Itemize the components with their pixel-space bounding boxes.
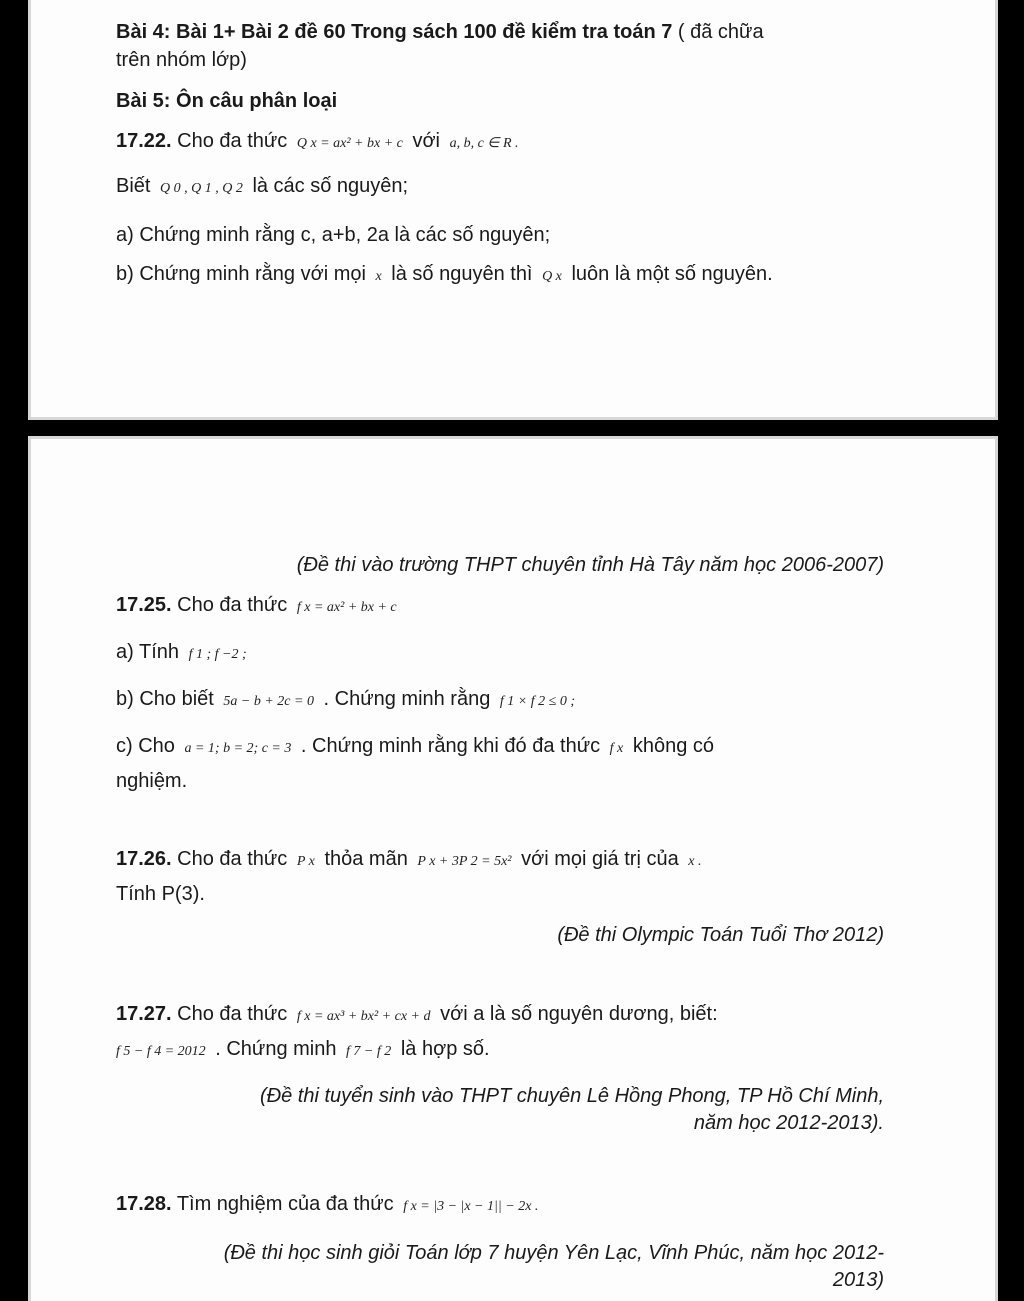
p1722-given-lead: Biết	[116, 175, 151, 197]
p1722-lead: Cho đa thức	[177, 130, 288, 152]
source-note-olympic: (Đề thi Olympic Toán Tuổi Thơ 2012)	[557, 924, 884, 946]
p1726-line2: Tính P(3).	[116, 883, 205, 905]
p1727-line2	[116, 1036, 490, 1065]
bai4-note: ( đã chữa	[672, 21, 764, 43]
p1722-b-lead: b) Chứng minh rằng với mọi	[116, 263, 366, 285]
p1722-b-x: x	[375, 269, 382, 284]
p1722-line1	[116, 128, 523, 157]
source-note-yenlac-1: (Đề thi học sinh giỏi Toán lớp 7 huyện Yên Lạc, Vĩnh Phúc, năm học 2012-	[223, 1242, 884, 1264]
p1722-b-q: Q x	[542, 269, 562, 284]
p1728-lead: Tìm nghiệm của đa thức	[176, 1193, 394, 1215]
p1725-expr: f x = ax² + bx + c	[296, 600, 397, 615]
p1725-a-lead: a) Tính	[116, 641, 179, 663]
p1722-expr: Q x = ax² + bx + c	[296, 136, 403, 151]
bai5-title: Bài 5: Ôn câu phân loại	[116, 90, 338, 112]
p1727-line1	[116, 1001, 718, 1030]
p1722-a: a) Chứng minh rằng c, a+b, 2a là các số nguyên;	[116, 224, 551, 246]
p1728-expr: f x = |3 − |x − 1|| − 2x .	[403, 1199, 539, 1214]
bai4-title: Bài 4: Bài 1+ Bài 2 đề 60 Trong sách 100 đề kiểm tra toán 7	[116, 21, 673, 43]
p1722-mid: với	[412, 130, 440, 152]
p1727-number: 17.27.	[116, 1003, 172, 1025]
p1725-c-tail: không có	[632, 735, 714, 757]
p1725-c-f: f x	[609, 741, 624, 756]
p1722-b	[116, 261, 773, 290]
p1725-b	[116, 686, 579, 715]
p1725-c-lead: c) Cho	[116, 735, 175, 757]
p1722-b-mid: là số nguyên thì	[391, 263, 533, 285]
source-note-lehongphong-1: (Đề thi tuyển sinh vào THPT chuyên Lê Hồng Phong, TP Hồ Chí Minh,	[259, 1085, 884, 1107]
bai4-line2: trên nhóm lớp)	[116, 49, 247, 71]
p1727-l2-expr2: f 7 − f 2	[346, 1044, 392, 1059]
p1728-line1	[116, 1191, 542, 1220]
p1725-c-expr: a = 1; b = 2; c = 3	[184, 741, 292, 756]
p1722-given-expr: Q 0 , Q 1 , Q 2	[160, 181, 243, 196]
p1727-lead: Cho đa thức	[177, 1003, 288, 1025]
p1726-expr: P x + 3P 2 = 5x²	[417, 854, 512, 869]
p1726-mid: thỏa mãn	[324, 848, 408, 870]
p1725-c	[116, 733, 714, 762]
p1726-number: 17.26.	[116, 848, 172, 870]
p1725-b-expr: 5a − b + 2c = 0	[223, 694, 314, 709]
p1722-cond: a, b, c ∈ R .	[449, 136, 519, 151]
source-note-lehongphong-2: năm học 2012-2013).	[693, 1112, 884, 1134]
p1727-expr: f x = ax³ + bx² + cx + d	[296, 1009, 431, 1024]
p1727-l2-expr: f 5 − f 4 = 2012	[116, 1044, 206, 1059]
p1725-c-line2: nghiệm.	[116, 770, 188, 792]
p1726-px: P x	[296, 854, 315, 869]
p1727-tail: với a là số nguyên dương, biết:	[440, 1003, 718, 1025]
p1727-l2-mid: . Chứng minh	[215, 1038, 337, 1060]
source-note-hatay: (Đề thi vào trường THPT chuyên tỉnh Hà Tây năm học 2006-2007)	[296, 554, 884, 576]
p1728-number: 17.28.	[116, 1193, 172, 1215]
p1725-a	[116, 639, 251, 668]
p1725-a-expr: f 1 ; f −2 ;	[188, 647, 247, 662]
p1726-x: x .	[688, 854, 702, 869]
p1725-b-mid: . Chứng minh rằng	[323, 688, 491, 710]
p1725-c-mid: . Chứng minh rằng khi đó đa thức	[300, 735, 601, 757]
p1725-line1	[116, 592, 401, 621]
p1722-number: 17.22.	[116, 130, 172, 152]
p1726-lead: Cho đa thức	[177, 848, 288, 870]
p1726-tail: với mọi giá trị của	[521, 848, 679, 870]
bai4-line1	[116, 19, 764, 45]
p1725-lead: Cho đa thức	[177, 594, 288, 616]
p1722-given	[116, 173, 408, 202]
p1722-b-tail: luôn là một số nguyên.	[571, 263, 773, 285]
p1725-b-lead: b) Cho biết	[116, 688, 214, 710]
p1725-b-expr2: f 1 × f 2 ≤ 0 ;	[499, 694, 575, 709]
p1727-l2-tail: là hợp số.	[400, 1038, 490, 1060]
p1726-line1	[116, 846, 705, 875]
p1722-given-tail: là các số nguyên;	[252, 175, 409, 197]
source-note-yenlac-2: 2013)	[832, 1269, 884, 1291]
p1725-number: 17.25.	[116, 594, 172, 616]
